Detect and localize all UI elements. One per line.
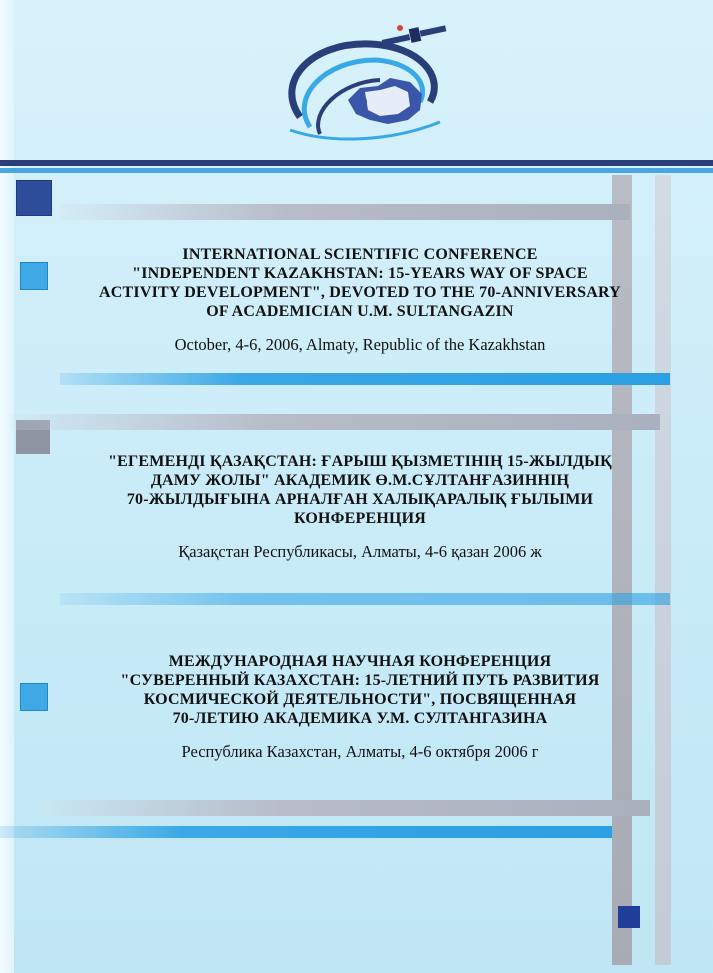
english-title-line: OF ACADEMICIAN U.M. SULTANGAZIN xyxy=(206,303,514,320)
english-title-line: INTERNATIONAL SCIENTIFIC CONFERENCE xyxy=(182,246,538,263)
kazakh-subtitle: Қазақстан Республикасы, Алматы, 4-6 қазан 2006 ж xyxy=(178,542,542,561)
kazakh-section xyxy=(70,452,650,562)
russian-title-line: КОСМИЧЕСКОЙ ДЕЯТЕЛЬНОСТИ", ПОСВЯЩЕННАЯ xyxy=(143,691,577,708)
kazakh-title-line: ДАМУ ЖОЛЫ" АКАДЕМИК Ө.М.СҰЛТАНҒАЗИННІҢ xyxy=(150,472,570,489)
band-blue xyxy=(60,373,670,385)
russian-title-line: МЕЖДУНАРОДНАЯ НАУЧНАЯ КОНФЕРЕНЦИЯ xyxy=(168,653,552,670)
russian-title-line: 70-ЛЕТИЮ АКАДЕМИКА У.М. СУЛТАНГАЗИНА xyxy=(172,710,548,727)
kazakh-title-line: "ЕГЕМЕНДІ ҚАЗАҚСТАН: ҒАРЫШ ҚЫЗМЕТІНІҢ 15-ЖЫЛДЫҚ xyxy=(108,453,612,470)
band-grey xyxy=(10,414,660,430)
band-grey xyxy=(40,800,650,816)
decor-square-navy xyxy=(16,180,52,216)
kazakh-title-line: 70-ЖЫЛДЫҒЫНА АРНАЛҒАН ХАЛЫҚАРАЛЫҚ ҒЫЛЫМИ xyxy=(126,491,594,508)
kazakh-title-line: КОНФЕРЕНЦИЯ xyxy=(293,510,427,527)
english-subtitle: October, 4-6, 2006, Almaty, Republic of the Kazakhstan xyxy=(174,335,546,354)
decor-square-blue xyxy=(20,683,48,711)
band-blue xyxy=(0,826,612,838)
russian-subtitle: Республика Казахстан, Алматы, 4-6 октября 2006 г xyxy=(181,742,539,761)
decor-square-bottom xyxy=(618,906,640,928)
lower-orbit-arc xyxy=(290,122,440,139)
top-divider-navy xyxy=(0,160,713,166)
english-title-line: ACTIVITY DEVELOPMENT", DEVOTED TO THE 70-ANNIVERSARY xyxy=(99,284,621,301)
russian-section xyxy=(70,652,650,762)
right-vertical-column-light xyxy=(655,175,671,965)
decor-square-blue xyxy=(20,262,48,290)
band-grey xyxy=(60,204,630,220)
satellite-icon xyxy=(382,25,447,46)
band-blue-faint xyxy=(60,593,670,605)
russian-title-line: "СУВЕРЕННЫЙ КАЗАХСТАН: 15-ЛЕТНИЙ ПУТЬ РАЗВИТИЯ xyxy=(120,672,600,689)
english-section xyxy=(70,245,650,355)
conference-logo xyxy=(270,22,460,147)
top-divider-blue xyxy=(0,168,713,173)
english-title-line: "INDEPENDENT KAZAKHSTAN: 15-YEARS WAY OF SPACE xyxy=(132,265,588,282)
